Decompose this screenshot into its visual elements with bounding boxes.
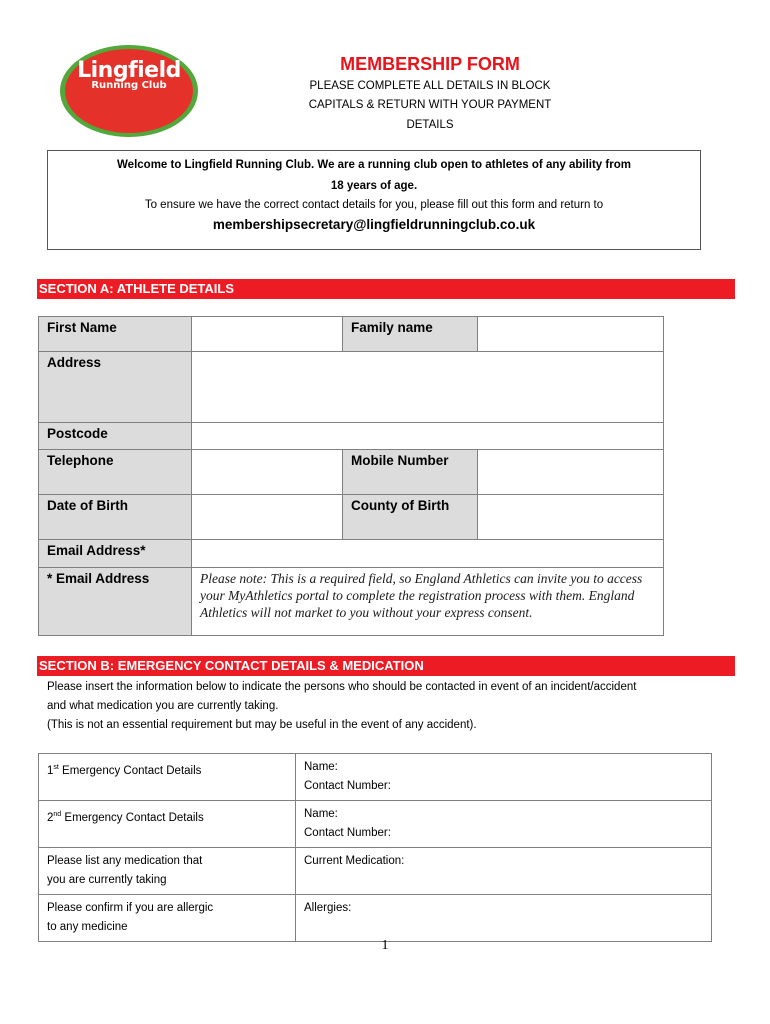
postcode-label: Postcode (39, 423, 192, 450)
logo-text: Lingfield (77, 58, 181, 83)
instruction-line-1: PLEASE COMPLETE ALL DETAILS IN BLOCK (309, 80, 551, 92)
ordinal-suffix: st (53, 764, 59, 771)
label-text: Emergency Contact Details (58, 764, 202, 777)
email-note-label: * Email Address (39, 568, 192, 636)
allergy-label (39, 895, 296, 942)
current-medication-label: Current Medication: (304, 855, 405, 867)
section-b-intro-3: (This is not an essential requirement but may be useful in the event of any accident). (47, 719, 477, 731)
email-address-field[interactable] (192, 540, 664, 568)
allergy-label-line-1: Please confirm if you are allergic (47, 902, 214, 914)
form-title: MEMBERSHIP FORM (340, 54, 520, 74)
section-a-header: SECTION A: ATHLETE DETAILS (37, 279, 735, 299)
second-emergency-contact-label (39, 801, 296, 848)
contact-email: membershipsecretary@lingfieldrunningclub.co.uk (212, 217, 536, 232)
medication-label-line-2: you are currently taking (47, 874, 167, 886)
ordinal-number: 2 (47, 811, 54, 824)
allergies-field[interactable] (296, 895, 712, 942)
medication-label-line-1: Please list any medication that (47, 855, 203, 867)
section-b-intro-1: Please insert the information below to indicate the persons who should be contacted in event of an incident/accident (47, 681, 637, 693)
instruction-line-2: CAPITALS & RETURN WITH YOUR PAYMENT (308, 99, 552, 111)
family-name-label: Family name (343, 317, 478, 352)
date-of-birth-label: Date of Birth (39, 495, 192, 540)
second-emergency-contact-field[interactable] (296, 801, 712, 848)
contact-number-label: Contact Number: (304, 827, 391, 839)
page-number: 1 (381, 938, 389, 953)
first-name-label: First Name (39, 317, 192, 352)
welcome-line-2: 18 years of age. (330, 180, 418, 192)
allergies-label: Allergies: (304, 902, 352, 914)
address-label: Address (39, 352, 192, 423)
emergency-contact-table (38, 753, 712, 942)
welcome-box (47, 150, 701, 250)
first-name-field[interactable] (192, 317, 343, 352)
welcome-line-1: Welcome to Lingfield Running Club. We are a running club open to athletes of any ability from (117, 159, 631, 171)
allergy-label-line-2: to any medicine (47, 921, 128, 933)
section-b-header: SECTION B: EMERGENCY CONTACT DETAILS & MEDICATION (37, 656, 735, 676)
medication-label (39, 848, 296, 895)
contact-number-label: Contact Number: (304, 780, 391, 792)
address-field[interactable] (192, 352, 664, 423)
name-label: Name: (304, 808, 338, 820)
date-of-birth-field[interactable] (192, 495, 343, 540)
first-emergency-contact-label (39, 754, 296, 801)
instruction-line-3: DETAILS (406, 119, 454, 131)
athlete-details-table (38, 316, 664, 636)
ordinal-number: 1 (47, 764, 54, 777)
email-requirement-note: Please note: This is a required field, so England Athletics can invite you to access your MyAthletics portal to complete the registration process with them. England Athletics will not market to you without your express consent. (192, 568, 664, 636)
postcode-field[interactable] (192, 423, 664, 450)
telephone-field[interactable] (192, 450, 343, 495)
telephone-label: Telephone (39, 450, 192, 495)
email-address-label: Email Address* (39, 540, 192, 568)
label-text: Emergency Contact Details (61, 811, 204, 824)
mobile-number-label: Mobile Number (343, 450, 478, 495)
first-emergency-contact-field[interactable] (296, 754, 712, 801)
family-name-field[interactable] (478, 317, 664, 352)
county-of-birth-label: County of Birth (343, 495, 478, 540)
current-medication-field[interactable] (296, 848, 712, 895)
welcome-line-3: To ensure we have the correct contact details for you, please fill out this form and return to (144, 199, 604, 211)
county-of-birth-field[interactable] (478, 495, 664, 540)
ordinal-suffix: nd (53, 811, 62, 818)
logo-subtext: Running Club (91, 80, 167, 91)
mobile-number-field[interactable] (478, 450, 664, 495)
section-b-intro-2: and what medication you are currently taking. (47, 700, 279, 712)
name-label: Name: (304, 761, 338, 773)
